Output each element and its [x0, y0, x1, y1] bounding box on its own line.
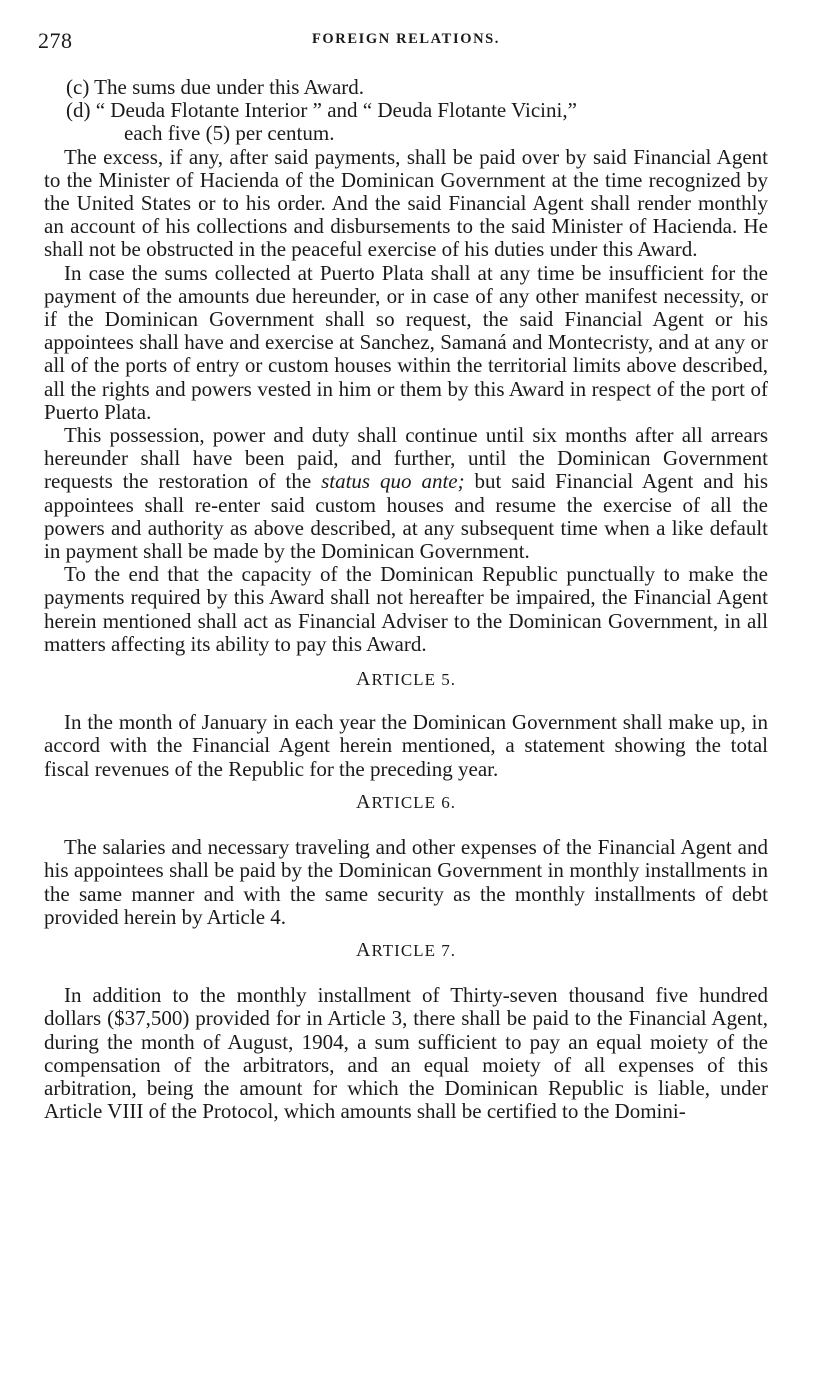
- article-5-heading-initial: A: [356, 668, 372, 691]
- article-6-heading-initial: A: [356, 790, 372, 813]
- article-7-heading-rest: RTICLE 7.: [371, 940, 456, 960]
- article-5-heading: [44, 668, 768, 691]
- document-page: [38, 0, 769, 1124]
- paragraph-excess: The excess, if any, after said payments, shall be paid over by said Financial Agent to the Minister of Hacienda of the Dominican Government at the time recognized by the United States or to his order. And the said Financial Agent shall render monthly an account of his collections and disbursements to the said Minister of Hacienda. He shall not be obstructed in the peaceful exercise of his duties under this Award.: [44, 144, 768, 262]
- article-7-text: In addition to the monthly installment of Thirty-seven thousand five hundred dollars ($37,500) provided for in Article 3, there shall be paid to the Financial Agent, during the month of August, 1904, a sum sufficient to pay an equal moiety of the compensation of the arbitrators, and an equal moiety of all expenses of this arbitration, being the amount for which the Dominican Republic is liable, under Article VIII of the Protocol, which amounts shall be certified to the Domini-: [44, 983, 768, 1124]
- paragraph-possession: [44, 424, 768, 563]
- running-head: FOREIGN RELATIONS.: [311, 31, 501, 47]
- status-quo-ante-italic: status quo ante;: [321, 469, 465, 494]
- list-item-c: (c) The sums due under this Award.: [66, 75, 365, 99]
- page-number: 278: [38, 28, 73, 53]
- document-body: [44, 76, 768, 1123]
- list-item-d-continuation: each five (5) per centum.: [124, 121, 335, 146]
- paragraph-possession-text-start: This possession, power and duty shall continue until six months after all arrears hereunder shall have been paid, and further, until the Dominican Government requests the restoration of the: [44, 423, 768, 494]
- article-7-heading: [44, 939, 768, 962]
- paragraph-financial-adviser: To the end that the capacity of the Dominican Republic punctually to make the payments required by this Award shall not hereafter be impaired, the Financial Agent herein mentioned shall act as Financial Adviser to the Dominican Government, in all matters affecting its ability to pay this Award.: [44, 562, 768, 656]
- paragraph-possession-text-end: but said Financial Agent and his appointees shall re-enter said custom houses and resume the exercise of all the powers and authority as above described, at any subsequent time when a like default in payment shall be made by the Dominican Government.: [44, 469, 769, 564]
- article-5-text: In the month of January in each year the Dominican Government shall make up, in accord with the Financial Agent herein mentioned, a statement showing the total fiscal revenues of the Republic for the preceding year.: [44, 710, 768, 781]
- article-7-heading-initial: A: [356, 938, 372, 961]
- article-6-heading-rest: RTICLE 6.: [371, 792, 456, 812]
- list-item-d: (d) “ Deuda Flotante Interior ” and “ Deuda Flotante Vicini,”: [66, 98, 577, 123]
- article-6-heading: [44, 791, 768, 814]
- paragraph-puerto-plata: In case the sums collected at Puerto Plata shall at any time be insufficient for the payment of the amounts due hereunder, or in case of any other manifest necessity, or if the Dominican Government shall so request, the said Financial Agent or his appointees shall have and exercise at Sanchez, Samaná and Montecristy, and at any or all of the ports of entry or custom houses within the territorial limits above described, all the rights and powers vested in him or them by this Award in respect of the port of Puerto Plata.: [44, 260, 768, 424]
- article-5-heading-rest: RTICLE 5.: [371, 670, 456, 690]
- page-header: [38, 0, 768, 53]
- article-6-text: The salaries and necessary traveling and other expenses of the Financial Agent and his appointees shall be paid by the Dominican Government in monthly installments in the same manner and with the same security as the monthly installments of debt provided herein by Article 4.: [44, 835, 768, 929]
